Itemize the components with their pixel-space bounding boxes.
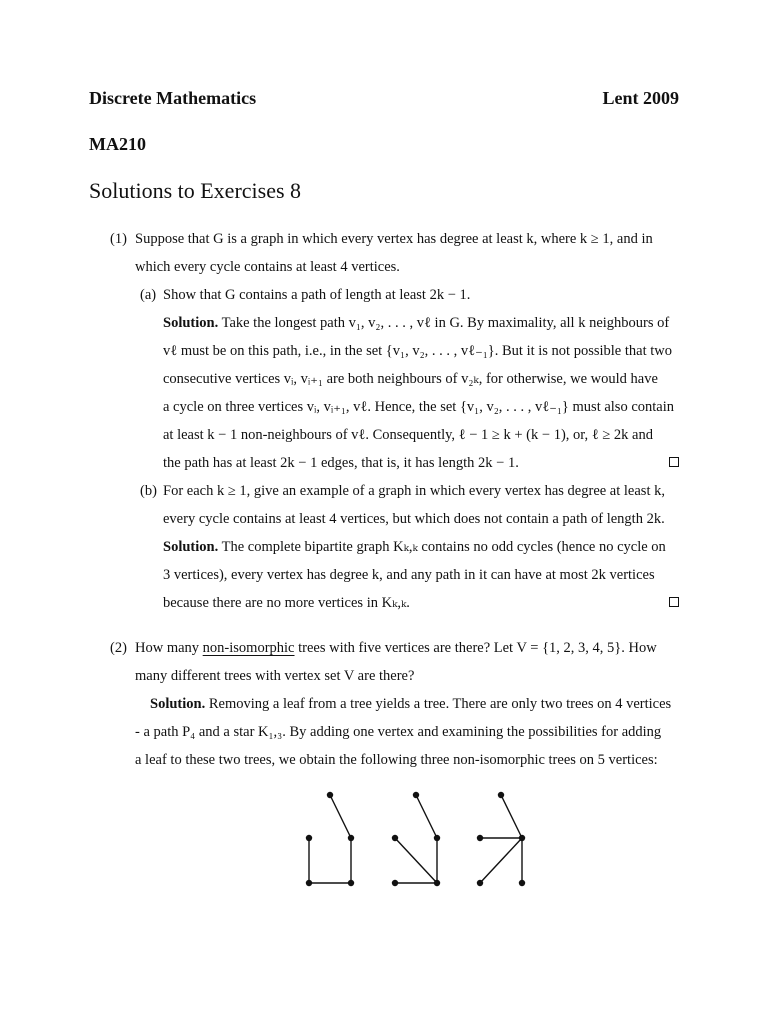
q2-line-1-pre: How many xyxy=(135,640,200,656)
tree-star-k14 xyxy=(477,792,525,886)
q1b-solution-text-1: The complete bipartite graph Kₖ,ₖ contains no odd cycles (hence no cycle on xyxy=(221,539,666,555)
q1-line-2: which every cycle contains at least 4 vertices. xyxy=(135,259,400,275)
q1a-solution-line-4: a cycle on three vertices vᵢ, vᵢ₊₁, vℓ. Hence, the set {v₁, v₂, . . . , vℓ₋₁} must also contain xyxy=(163,399,675,415)
solution-label: Solution. xyxy=(150,696,206,712)
q1b-question-line-1: For each k ≥ 1, give an example of a graph in which every vertex has degree at least k, xyxy=(163,483,665,499)
q2-solution-line-2: - a path P₄ and a star K₁,₃. By adding one vertex and examining the possibilities for adding xyxy=(135,724,662,740)
solution-label: Solution. xyxy=(163,539,219,555)
q1a-solution-line-5: at least k − 1 non-neighbours of vℓ. Consequently, ℓ − 1 ≥ k + (k − 1), or, ℓ ≥ 2k and xyxy=(163,427,653,443)
q1-line-1: Suppose that G is a graph in which every vertex has degree at least k, where k ≥ 1, and in xyxy=(135,231,653,247)
tree-spider xyxy=(392,792,440,886)
q2-number: (2) xyxy=(110,640,127,656)
course-code: MA210 xyxy=(89,134,146,154)
solution-label: Solution. xyxy=(163,315,219,331)
q1a-solution-line-6: the path has at least 2k − 1 edges, that is, it has length 2k − 1. xyxy=(163,455,519,471)
q1-number: (1) xyxy=(110,231,127,247)
term: Lent 2009 xyxy=(602,88,679,108)
q1b-solution-line-2: 3 vertices), every vertex has degree k, and any path in it can have at most 2k vertices xyxy=(163,567,655,583)
tree-path-p5 xyxy=(306,792,354,886)
q2-line-1-post: trees with five vertices are there? Let V = {1, 2, 3, 4, 5}. How xyxy=(298,640,657,656)
q1a-question: Show that G contains a path of length at least 2k − 1. xyxy=(163,287,471,303)
q2-underlined-term: non-isomorphic xyxy=(202,640,295,656)
q1a-solution-line-2: vℓ must be on this path, i.e., in the set {v₁, v₂, . . . , vℓ₋₁}. But it is not possible that two xyxy=(163,343,672,359)
q1a-solution-text-1: Take the longest path v₁, v₂, . . . , vℓ in G. By maximality, all k neighbours of xyxy=(221,315,670,331)
page-title: Solutions to Exercises 8 xyxy=(89,178,302,203)
course-name: Discrete Mathematics xyxy=(89,88,257,108)
q1a-solution-line-3: consecutive vertices vᵢ, vᵢ₊₁ are both neighbours of v₂ₖ, for otherwise, we would have xyxy=(163,371,658,387)
q1b-label: (b) xyxy=(140,483,157,499)
q2-solution-line-3: a leaf to these two trees, we obtain the following three non-isomorphic trees on 5 vertices: xyxy=(135,752,658,768)
q1b-question-line-2: every cycle contains at least 4 vertices, but which does not contain a path of length 2k. xyxy=(163,511,665,527)
q2-line-2: many different trees with vertex set V are there? xyxy=(135,668,415,684)
q2-solution-text-1: Removing a leaf from a tree yields a tree. There are only two trees on 4 vertices xyxy=(208,696,672,712)
q1a-label: (a) xyxy=(140,287,157,303)
q1b-solution-line-3: because there are no more vertices in Kₖ,ₖ. xyxy=(163,595,410,611)
